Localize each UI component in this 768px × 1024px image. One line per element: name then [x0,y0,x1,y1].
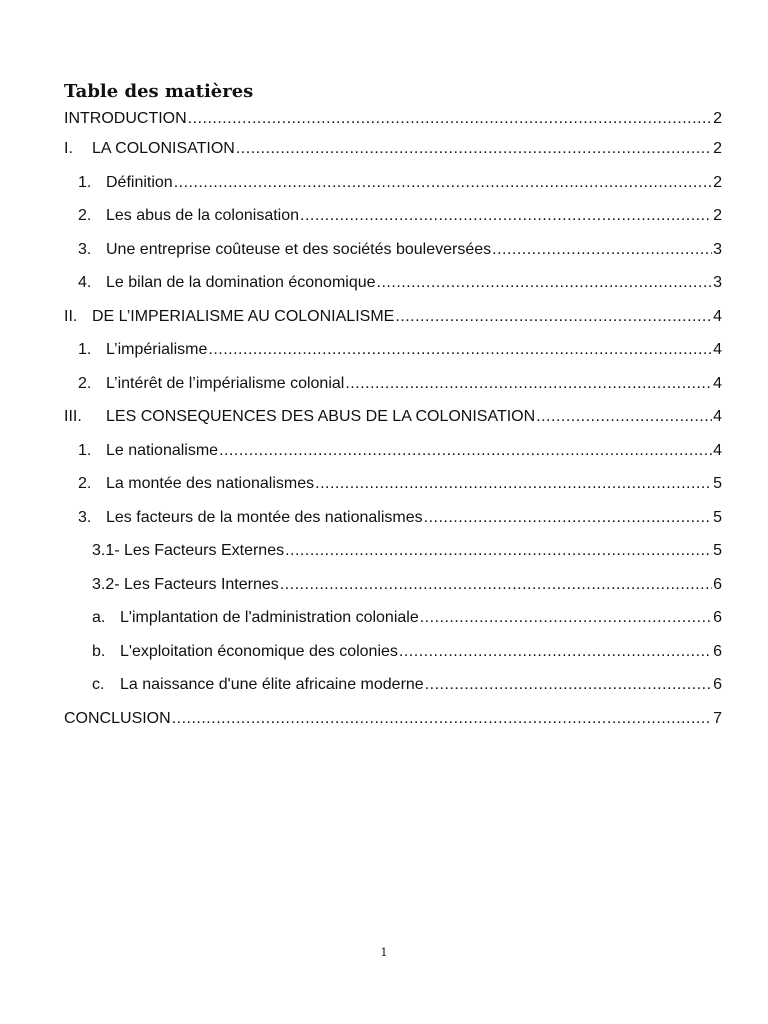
toc-entry-naissance-elite[interactable] [64,674,722,708]
toc-entry-page: 2 [713,110,722,127]
toc-entry-text: L'implantation de l'administration coloniale [120,609,419,626]
toc-entry-number: II. [64,307,78,325]
toc-leader-dots [399,641,712,663]
toc-entry-page: 2 [713,140,722,157]
toc-leader-dots [208,339,712,361]
toc-leader-dots [172,708,712,730]
toc-entry-page: 6 [713,609,722,626]
toc-leader-dots [536,406,712,428]
toc-entry-number: 2. [78,475,92,492]
toc-entry-text: INTRODUCTION [64,110,187,127]
toc-title: Table des matières [64,81,254,102]
toc-leader-dots [377,272,713,294]
toc-entry-text: LA COLONISATION [92,140,235,157]
toc-entry-text: L’intérêt de l’impérialisme colonial [106,374,345,392]
toc-entry-nationalisme[interactable] [64,440,722,474]
toc-entry-page: 5 [713,508,722,526]
toc-entry-page: 4 [713,341,722,358]
toc-entry-text: L'exploitation économique des colonies [120,642,398,660]
toc-leader-dots [424,507,712,529]
toc-entry-text: 3.2- Les Facteurs Internes [92,575,279,593]
toc-entry-bilan-domination[interactable] [64,272,722,306]
toc-entry-montee-nationalismes[interactable] [64,473,722,507]
toc-entry-page: 6 [713,642,722,660]
toc-entry-text: Le nationalisme [106,441,219,459]
toc-entry-page: 2 [713,173,722,191]
toc-leader-dots [420,607,712,629]
toc-entry-definition[interactable] [64,172,722,206]
toc-entry-number: 2. [78,374,92,392]
page-number: 1 [380,946,388,959]
toc-leader-dots [236,138,712,160]
toc-entry-page: 4 [713,374,722,392]
toc-entry-page: 2 [713,207,722,224]
toc-entry-facteurs-montee[interactable] [64,507,722,541]
toc-entry-imperialisme[interactable] [64,339,722,373]
toc-entry-number: 4. [78,274,92,291]
toc-entry-facteurs-externes[interactable] [64,540,722,574]
toc-entry-number: a. [92,609,106,626]
toc-entry-text: La naissance d'une élite africaine moderne [120,676,424,693]
toc-entry-text: L’impérialisme [106,341,208,358]
toc-leader-dots [300,205,712,227]
toc-entry-number: 1. [78,441,92,459]
toc-entry-text: Une entreprise coûteuse et des sociétés bouleversées [106,240,492,258]
toc-leader-dots [315,473,712,495]
toc-entry-number: III. [64,408,82,425]
toc-entry-number: 3. [78,508,92,526]
toc-entry-number: I. [64,140,73,157]
toc-leader-dots [219,440,712,462]
toc-entry-introduction[interactable] [64,108,722,138]
toc-entry-text: CONCLUSION [64,709,171,727]
toc-entry-page: 5 [713,475,722,492]
toc-entry-page: 5 [713,542,722,559]
toc-entry-text: Le bilan de la domination économique [106,274,376,291]
toc-entry-number: 1. [78,173,92,191]
toc-entry-page: 4 [713,307,722,325]
toc-leader-dots [425,674,712,696]
toc-entry-page: 4 [713,441,722,459]
toc-entry-conclusion[interactable] [64,708,722,742]
toc-entry-number: 1. [78,341,92,358]
toc-entry-number: b. [92,642,106,660]
toc-entry-text: Définition [106,173,173,191]
toc-entry-text: DE L’IMPERIALISME AU COLONIALISME [92,307,395,325]
toc-entry-facteurs-internes[interactable] [64,574,722,608]
toc-leader-dots [395,306,712,328]
toc-entry-exploitation-economique[interactable] [64,641,722,675]
toc-entry-number: c. [92,676,105,693]
toc-entry-abus-colonisation[interactable] [64,205,722,239]
toc-entry-number: 2. [78,207,92,224]
toc-entry-consequences-abus[interactable] [64,406,722,440]
toc-entry-page: 4 [713,408,722,425]
toc-entry-text: Les abus de la colonisation [106,207,300,224]
toc-entry-text: La montée des nationalismes [106,475,315,492]
toc-entry-page: 6 [713,676,722,693]
toc-entry-page: 3 [713,274,722,291]
toc-leader-dots [345,373,712,395]
toc-entry-page: 7 [713,709,722,727]
toc-entry-page: 6 [713,575,722,593]
toc-entry-entreprise-couteuse[interactable] [64,239,722,273]
toc-entry-text: Les facteurs de la montée des nationalismes [106,508,423,526]
toc-entry-implantation-administration[interactable] [64,607,722,641]
toc-entry-la-colonisation[interactable] [64,138,722,172]
toc-leader-dots [492,239,712,261]
toc-entry-number: 3. [78,240,92,258]
toc-entry-page: 3 [713,240,722,258]
toc-leader-dots [174,172,712,194]
toc-leader-dots [280,574,712,596]
toc-leader-dots [188,108,712,130]
table-of-contents [64,108,722,741]
toc-entry-text: LES CONSEQUENCES DES ABUS DE LA COLONISATION [106,408,536,425]
toc-leader-dots [285,540,712,562]
toc-entry-text: 3.1- Les Facteurs Externes [92,542,285,559]
toc-entry-imperialisme-colonialisme[interactable] [64,306,722,340]
toc-entry-interet-imperialisme[interactable] [64,373,722,407]
